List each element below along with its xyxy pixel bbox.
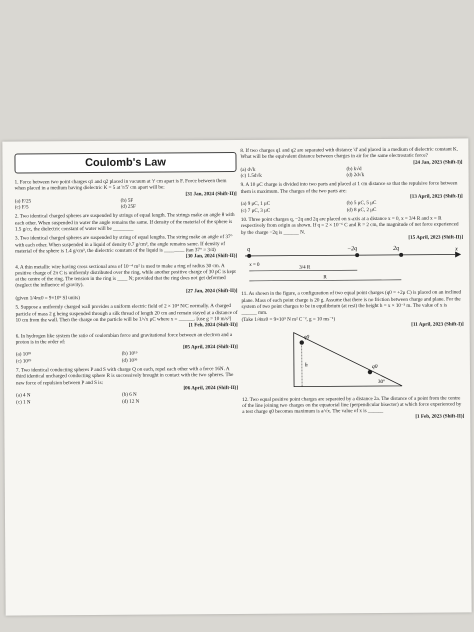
question-6: 6. In hydrogen like system the ratio of coulombian force and gravitational force between an electron and a proton is in the order of: [05 April, 2024 (Shift-II)] (a) 10³⁹ (b) 10¹⁹ (c) 10²⁹ (d) 10³⁶ (15, 331, 238, 365)
x-axis-line (245, 255, 455, 256)
label-q0-bottom: q0 (371, 364, 378, 371)
label-angle: 30° (378, 380, 386, 386)
charge-minus-2q-dot (355, 253, 359, 257)
chapter-title: Coulomb's Law (85, 156, 166, 169)
question-4: 4. A thin metallic wire having cross sectional area of 10⁻⁴ m² is used to make a ring of radius 30 cm. A positive charge of 2π C is uniformly distributed over the ring, while another positive charge of 30 pC is kept at the centre of the ring. The tension in the ring is ____ N; provided that the ring does not get deformed (neglect the influence of gravity). [27 Jan, 2024 (Shift-II)] (given 1/4πε0 = 9×10⁹ SI units) (15, 262, 238, 302)
question-5: 5. Suppose a uniformly charged wall provides a uniform electric field of 2 × 10⁴ N/C normally. A charged particle of mass 2 g being suspended through a silk thread of length 20 cm and remain stayed at a distance of 10 cm from the wall. Then the charge on the particle will be 1/√x μC where x = ______. [use g = 10 m/s²] [1 Feb, 2024 (Shift-II)] (15, 303, 238, 329)
question-10: 10. Three point charges q, −2q and 2q are placed on x-axis at a distance x = 0, x = 3/4 R and x = R respectively from origin as shown. If q = 2 × 10⁻⁶ C and R = 2 cm, the magnitude of net force experienced by the charge −2q is ______ N. [15 April, 2023 (Shift-II)] q −2q 2q x x = 0 3/4 R R (241, 215, 463, 288)
question-12: 12. Two equal positive point charges are separated by a distance 2a. The distance of a point from the centre of the line joining two charges on the equatorial line (perpendicular bisector) at which force experienced by a test charge q0 becomes maximum is a/√x. The value of x is ______ [1 Feb, 2023 (Shift-II)] (242, 394, 465, 421)
label-q0-top: q0 (303, 334, 310, 341)
question-9-options: (a) 9 μC, 1 μC (b) 5 μC, 5 μC (c) 7 μC, 3 μC (d) 8 μC, 2 μC (240, 200, 377, 214)
question-1: 1. Force between two point charges q1 and q2 placed in vacuum at 'r' cm apart is F. Force between them when placed in a medium having dielectric K = 5 at 'r/5' cm apart will be: [31 Jan, 2024 (Shift-II)] (a) F/25 (b) 5F (c) F/5 (d) 25F (14, 178, 237, 211)
label-2q: 2q (393, 246, 400, 253)
question-1-options: (a) F/25 (b) 5F (c) F/5 (d) 25F (14, 197, 136, 211)
charge-q-dot (247, 254, 251, 258)
question-9: 9. A 10 μC charge is divided into two parts and placed at 1 cm distance so that the repulsive force between them is maximum. The charges of the two parts are: [13 April, 2023 (Shift-I)] (a) 9 μC, 1 μC (b) 5 μC, 5 μC (c) 7 μC, 3 μC (d) 8 μC, 2 μC (240, 180, 463, 214)
question-7: 7. Two identical conducting spheres P and S with charge Q on each, repel each other with a force 16N. A third identical uncharged conducting sphere R is successively brought in contact with the two spheres. The new force of repulsion between P and S is: [06 April, 2024 (Shift-II)] (a) 4 N (b) 6 N (c) 1 N (d) 12 N (15, 366, 239, 406)
incline-triangle (294, 332, 402, 387)
question-2: 2. Two identical charged spheres are suspended by strings of equal length. The strings make an angle θ with each other. When suspended in water the angle remains the same. If density of the material of the sphere is 1.5 g/cc, the dielectric constant of water will be ________ (14, 212, 235, 233)
label-h: h (304, 362, 308, 369)
chapter-title-box (14, 152, 236, 174)
question-sheet (2, 138, 471, 615)
bottom-charge-dot (368, 370, 372, 374)
label-three-quarter-r: 3/4 R (299, 265, 311, 271)
inclined-plane-diagram (242, 328, 462, 392)
question-8-options: (a) d√k (b) k√d (c) 1.5d√k (d) 2d√k (240, 166, 365, 180)
label-x-zero: x = 0 (249, 262, 260, 269)
label-x: x (455, 246, 458, 253)
question-3: 3. Two identical charged spheres are suspended by string of equal lengths. The string make an angle of 37° with each other. When suspended in a liquid of density 0.7 g/cm³, the angle remains same. If density of material of the sphere is 1.4 g/cm³, the dielectric constant of the liquid is ________ (tan 37° = 3/4) [30 Jan, 2024 (Shift-II)] (15, 234, 238, 260)
question-8: 8. If two charges q1 and q2 are separated with distance 'd' and placed in a medium of dielectric constant K. What will be the equivalent distance between charges in air for the same electrostatic force? [24 Jan, 2023 (Shift-I)] (a) d√k (b) k√d (c) 1.5d√k (d) 2d√k (240, 146, 463, 180)
charge-2q-dot (399, 253, 403, 257)
left-column (14, 148, 238, 408)
right-column (240, 146, 464, 424)
charge-axis-diagram (241, 241, 461, 287)
label-q: q (247, 247, 251, 254)
question-7-options: (a) 4 N (b) 6 N (c) 1 N (d) 12 N (16, 391, 140, 406)
label-minus-2q: −2q (347, 246, 358, 253)
question-6-options: (a) 10³⁹ (b) 10¹⁹ (c) 10²⁹ (d) 10³⁶ (15, 351, 138, 365)
question-11: 11. As shown in the figure, a configuration of two equal point charges (q0 = +2μ C) is placed on an inclined plane. Mass of each point charge is 20 g. Assume that there is no friction between charge and plane. For the system of two point charges to be in equilibrium (at rest) the height h = x × 10⁻³ m. The value of x is ______ mm. (Take 1/4πε0 = 9×10⁹ N m² C⁻², g = 10 ms⁻¹) [11 April, 2023 (Shift-I)] q0 h q0 30° (241, 290, 464, 394)
label-r: R (323, 275, 327, 281)
